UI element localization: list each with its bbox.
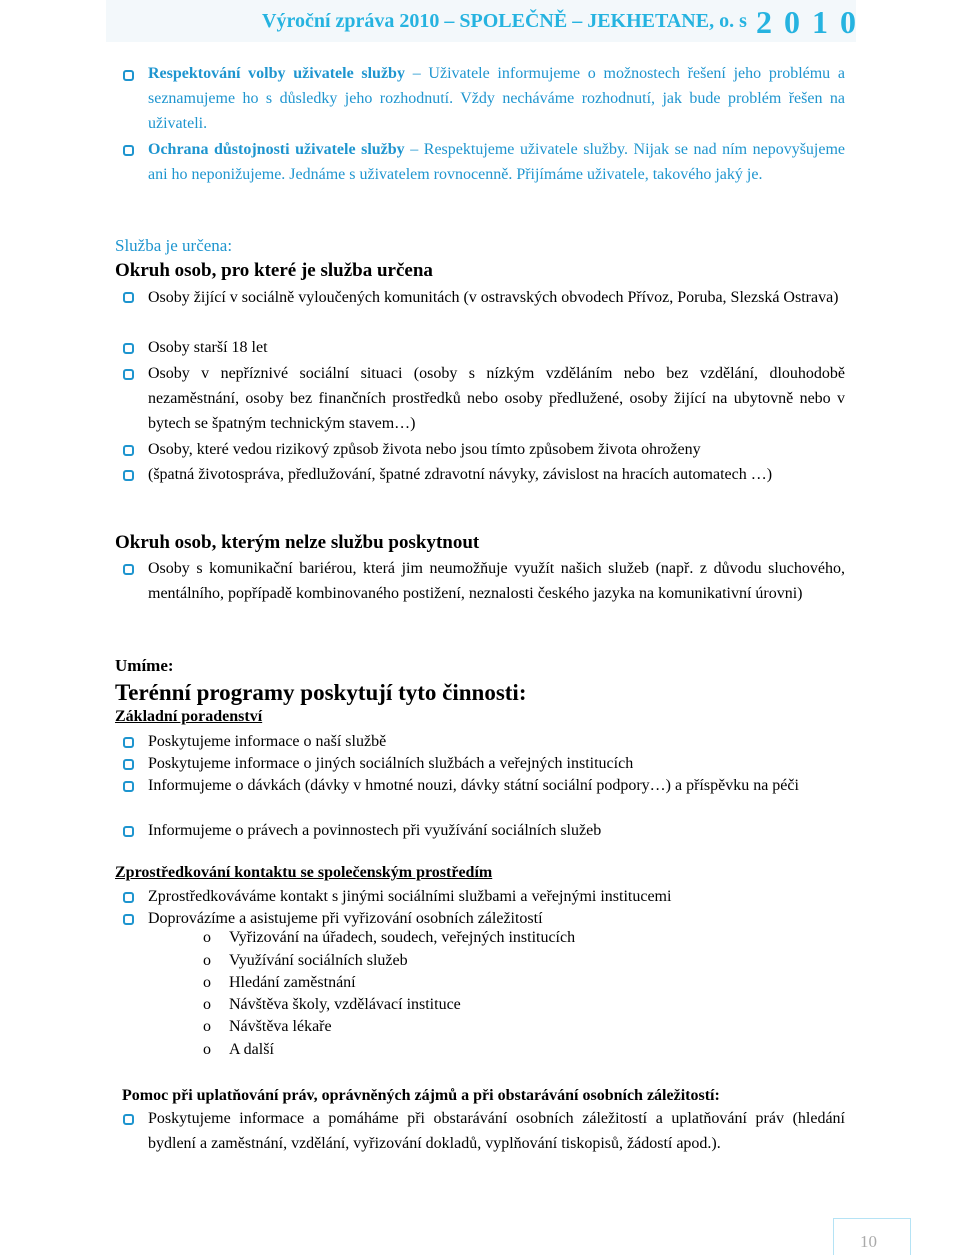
bullet-icon	[123, 70, 134, 81]
list-item: Osoby s komunikační bariérou, která jim neumožňuje využít našich služeb (např. z důvodu sluchového, mentálního, popřípadě kombinovaného postižení, neznalosti českého jazyka na komunikativní úrovni)	[148, 560, 845, 602]
bullet-icon	[123, 445, 134, 456]
item-text: – Uživatele informujeme o možnostech řešení jeho problému a seznamujeme ho s důsledky jeho rozhodnutí. Vždy necháváme rozhodnutí, jak bude problém řešen na uživateli.	[148, 65, 846, 132]
report-title: Výroční zpráva 2010 – SPOLEČNĚ – JEKHETANE, o. s	[262, 10, 747, 32]
section-heading: Terénní programy poskytují tyto činnosti:	[115, 680, 527, 705]
bullet-icon	[123, 564, 134, 575]
bullet-icon	[123, 892, 134, 903]
sublist-item: Návštěva školy, vzdělávací instituce	[229, 996, 461, 1013]
report-year: 2 0 1 0	[756, 4, 858, 40]
list-item: Poskytujeme informace o naší službě	[148, 733, 387, 750]
sublist-marker: o	[203, 1041, 211, 1058]
section-heading: Okruh osob, pro které je služba určena	[115, 260, 433, 281]
sublist-item: Využívání sociálních služeb	[229, 952, 408, 969]
item-title: Ochrana důstojnosti uživatele služby	[148, 141, 405, 158]
section-label: Umíme:	[115, 656, 174, 675]
list-item	[148, 137, 845, 187]
bullet-icon	[123, 737, 134, 748]
list-item: Osoby starší 18 let	[148, 339, 268, 356]
page-number: 10	[860, 1232, 877, 1251]
sublist-item: Vyřizování na úřadech, soudech, veřejných institucích	[229, 929, 576, 946]
section-label: Služba je určena:	[115, 236, 233, 255]
list-item: Zprostředkováváme kontakt s jinými sociálními službami a veřejnými institucemi	[148, 888, 672, 905]
bullet-icon	[123, 914, 134, 925]
subsection-title: Základní poradenství	[115, 708, 263, 725]
list-item: Informujeme o dávkách (dávky v hmotné nouzi, dávky státní sociální podpory…) a příspěvku na péči	[148, 777, 799, 794]
item-title: Respektování volby uživatele služby	[148, 65, 405, 82]
bullet-icon	[123, 1114, 134, 1125]
bullet-icon	[123, 781, 134, 792]
bullet-icon	[123, 145, 134, 156]
bullet-icon	[123, 759, 134, 770]
list-item: (špatná životospráva, předlužování, špatné zdravotní návyky, závislost na hracích automatech …)	[148, 466, 773, 483]
sublist-marker: o	[203, 996, 211, 1013]
list-item: Osoby žijící v sociálně vyloučených komunitách (v ostravských obvodech Přívoz, Poruba, Slezská Ostrava)	[148, 289, 839, 306]
sublist-item: Návštěva lékaře	[229, 1018, 332, 1035]
subsection-title: Zprostředkování kontaktu se společenským prostředím	[115, 864, 493, 881]
list-item	[148, 61, 845, 136]
list-item: Poskytujeme informace o jiných sociálních službách a veřejných institucích	[148, 755, 634, 772]
sublist-marker: o	[203, 974, 211, 991]
bullet-icon	[123, 826, 134, 837]
list-item: Poskytujeme informace a pomáháme při obstarávání osobních záležitostí a uplatňování práv (hledání bydlení a zaměstnání, vzdělání, vyřizování dokladů, vyplňování tiskopisů, žádostí apod.).	[148, 1110, 845, 1152]
bullet-icon	[123, 470, 134, 481]
sublist-marker: o	[203, 952, 211, 969]
sublist-item: A další	[229, 1041, 274, 1058]
bullet-icon	[123, 292, 134, 303]
list-item: Osoby, které vedou rizikový způsob života nebo jsou tímto způsobem života ohroženy	[148, 441, 701, 458]
section-heading: Okruh osob, kterým nelze službu poskytnout	[115, 532, 480, 553]
list-item: Osoby v nepříznivé sociální situaci (osoby s nízkým vzděláním nebo bez vzdělání, dlouhodobě nezaměstnání, osoby bez finančních prostředků nebo osoby předlužené, osoby žijící na ubytovně nebo v bytech se špatným technickým stavem…)	[148, 365, 845, 432]
subsection-title: Pomoc při uplatňování práv, oprávněných zájmů a při obstarávání osobních záležitostí:	[122, 1087, 720, 1104]
sublist-item: Hledání zaměstnání	[229, 974, 356, 991]
bullet-icon	[123, 369, 134, 380]
sublist-marker: o	[203, 1018, 211, 1035]
bullet-icon	[123, 343, 134, 354]
list-item: Informujeme o právech a povinnostech při využívání sociálních služeb	[148, 822, 602, 839]
list-item: Doprovázíme a asistujeme při vyřizování osobních záležitostí	[148, 910, 543, 927]
item-text: – Respektujeme uživatele služby. Nijak se nad ním nepovyšujeme ani ho neponižujeme. Jednáme s uživatelem rovnocenně. Přijímáme uživatele, takového jaký je.	[148, 141, 846, 183]
sublist-marker: o	[203, 929, 211, 946]
